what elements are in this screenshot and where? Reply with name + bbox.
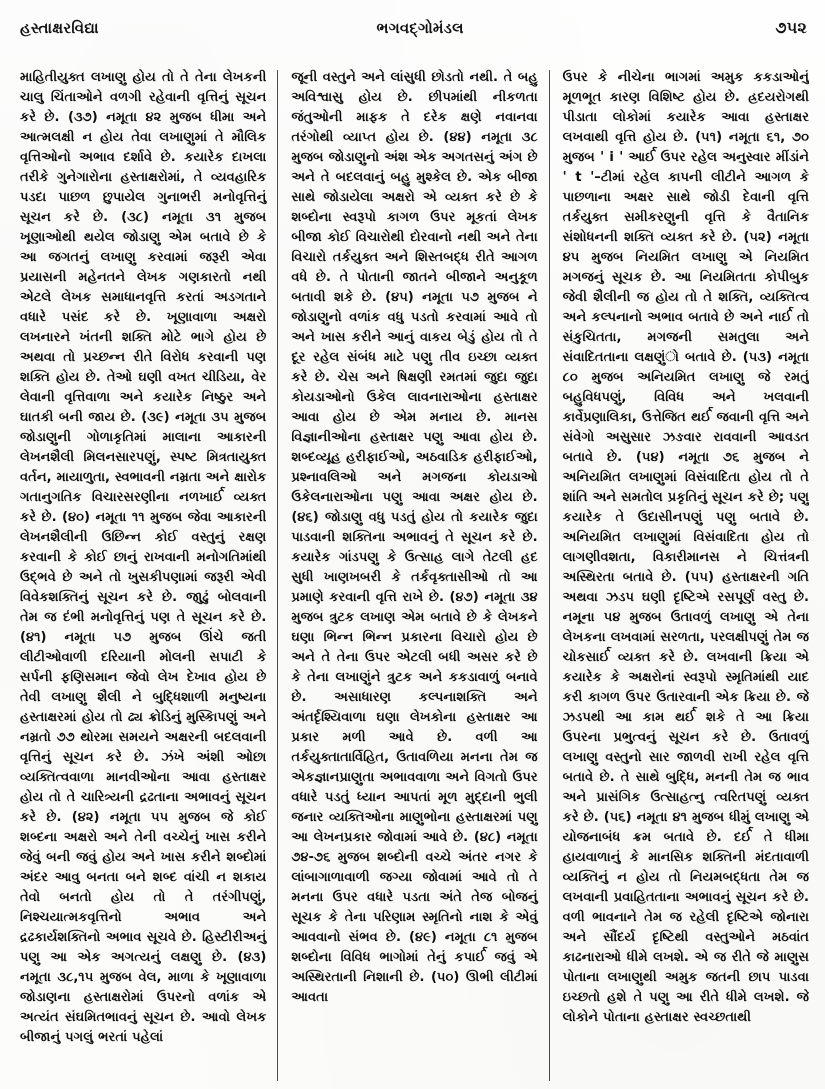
- column-3-text: [563, 68, 809, 1028]
- column-2-text: [291, 68, 537, 1008]
- text-column-3: [550, 68, 809, 1081]
- text-column-1: [20, 68, 277, 1081]
- column-1-paragraph: માહિતીયુક્ત લખાણુ હોય તો તે તેના લેખકની ચાલુ ચિંતાઓને વળગી રહેવાની વૃત્તિનું સૂચન કરે છે. (૩૭) નમૂતા ૪૨ મુજબ ધીમા અને આત્મલક્ષી ન હોય તેવા લખાણુમાં તે મૌલિક વૃત્તિઓનો અભાવ દર્શાવે છે. કયારેક દાખલા તરીકે ગુનેગારોના હસ્તાક્ષરોમાં, તે વ્યવહારિક પડદા પાછળ છુપાયેલ ગુનાભરી મનોવૃત્તિનું સૂચન કરે છે. (૩૮) નમૂતા ૩૧ મુજબ ખૂણાઓથી થયેલ જોડાણુ એમ બતાવે છે કે આ જગતનું લખાણુ કરવામાં જરૂરી એવા પ્રયાસની મહેનતને લેખક ગણકારતો નથી એટલે લેખક સમાધાનવૃત્તિ કરતાં અડગતાને વધારે પસંદ કરે છે. ખૂણાવાળા અક્ષરો લખનારને ખંતની શક્તિ મોટે ભાગે હોય છે અથવા તો પ્રચ્છન્ન રીતે વિરોધ કરવાની પણ શક્તિ હોય છે. તેઓ ઘણી વખત ચીડિયા, વેર લેવાની વૃત્તિવાળા અને કયારેક નિષ્ઠુર અને ઘાતકી બની જાય છે. (૩૯) નમૂતા ૩૫ મુજબ જોડાણુની ગોળાકૃતિમાં માલાના આકારની લેખનશૈલી મિલનસારપણું, સ્પષ્ટ મિત્રતાયુક્ત વર્તન, માયાળુતા, સ્વભાવની નમ્રતા અને ક્ષારોક ગતાનુગતિક વિચારસરણીના નળખાર્ઈ વ્યક્ત કરે છે. (૪૦) નમૂતા ૧૧ મુજબ જેવા આકારની લેખનશૈલીની ઉછિન્ન કોઈ વસ્તુનું રક્ષણ કરવાની કે કોઈ છાનું રાખવાની મનોગતિમાંથી ઉદ્ભવે છે અને તો ખુસકીપણામાં જરૂરી એવી વિવેકશક્તિનું સૂચન કરે છે. જાુઢું બોલવાની તેમ જ દંભી મનોવૃત્તિનું પણ તે સૂચન કરે છે. (૪૧) નમૂતા ૫૭ મુજબ ઊંચે જતી લીટીઓવાળી દરિયાની મોલની સપાટી કે સર્પની ફણિસમાન જેવો લેખ દેખાવ હોય છે તેવી લખાણુ શૈલી ને બુદ્ધિશાળી મનુષ્યના હસ્તાક્ષરમાં હોય તો ઢ્ય ક્રોડિનું મુસ્કાિપણું અને નમ્રતો ૭૭ થોરમા સમયને અક્ષરની બદલવાની વૃત્તિનું સૂચન કરે છે. ઝંખે અંશી ઓછા વ્યક્તિત્વવાળા માનવીઓના આવા હસ્તાક્ષર હોય તો તે ચારિત્ર્યની દ્રઢતાના અભાવનું સૂચન કરે છે. (૪૨) નમૂતા ૫૫ મુજબ જે કોઈ શબ્દના અક્ષરો અને તેની વચ્ચેનું ખાસ કરીને જેવું બની જવું હોય અને ખાસ કરીને શબ્દોમાં અંદર આવુ બનતા બને શબ્દ વાંચી ન શકાય તેવો બનતો હોય તો તે તરંગીપણું, નિશ્ચયાત્મકવૃત્તિનો અભાવ અને દ્રઢકાર્યશક્તિનો અભાવ સૂચવે છે. હિસ્ટીરીઅનું પણુ આ એક અગત્યનું લક્ષણુ છે. (૪૩) નમૂતા ૩૮,૧૫ મુજબ વેલ, માળા કે ખૂણાવાળા જોડાણના હસ્તાક્ષરોમાં ઉપરનો વળાંક એ અત્યંત સંઘમિતભાવનું સૂચન છે. આવો લેખક બીજાનું પગલું ભરતાં પહેલાં: [20, 70, 267, 1045]
- column-3-paragraph: ઉપર કે નીચેના ભાગમાં અમુક કકડાઓનું મૂળભૂત કારણ વિશિષ્ટ હોય છે. હ્રદયરોગથી પીડાતા લોકોમાં કયારેક આવા હસ્તાક્ષર લખવાથી વૃત્તિ હોય છે. (૫૧) નમૂતા ૬૧, ૭૦ મુજબ ' i ' આર્ઈ ઉપર રહેલ અનુસ્વાર મીંડાંને ' t '–ટીમાં રહેલ કાપની લીટીને આગળ કે પાછળાના અક્ષર સાથે જોડી દેવાની વૃત્તિ તર્કયુક્ત સમીકરણુની વૃત્તિ કે વૈતાનિક સંશોધનની શક્તિ વ્યક્ત કરે છે. (૫૨) નમૂતા ૪૫ મુજબ નિયમિત લખાણુ એ નિયમિત મગજનું સૂચક છે. આ નિયમિતતા કોપીબુક જેવી શૈલીની જ હોય તો તે શક્તિ, વ્યક્તિત્વ અને કલ્પનાનો અભાવ બતાવે છે અને નાર્ઈ તો સંકુચિતતા, મગજની સમતુલા અને સંવાદિતતાના લક્ષણુંો બતાવે છે. (૫૩) નમૂતા ૮૦ મુજબ અનિયમિત લખાણુ જે રમતું બહુવિધપણું, વિવિધ અને ખલવાની કાર્વેપ્રણાલિકા, ઉત્તેજિત થર્ઈ જવાની વૃત્તિ અને સંવેગો અસુસાર ઝઙવાર રાવવાની આવડત બતાવે છે. (૫૪) નમૂતા ૭૬ મુજબ ને અનિયમિત લખાણુમાં વિસંવાદિતા હોય તો તે શાંતિ અને સમતોલ પ્રકૃતિનું સૂચન કરે છે; પણુ કયારેક તે ઉદાસીનપણું પણુ બતાવે છે. અનિયમિત લખાણુમાં વિસંવાદિતા હોય તો લાગણીવશતા, વિકારીમાનસ ને ચિત્તંત્રની અસ્થિરતા બતાવે છે. (૫૫) હસ્તાક્ષરની ગતિ અથવા ઝડપ ઘણી દૃષ્ટિએ રસપૂર્ણ વસ્તુ છે. નમૂના ૫૪ મુજબ ઉતાવળું લખાણુ એ તેના લેખકના લખવામાં સરળતા, પરલક્ષીપણું તેમ જ ચોકસાર્ઈ વ્યક્ત કરે છે. લખવાની ક્રિયા એ કયારેક કે અક્ષરોનાં સ્વરૂપો સ્મૃતિમાંથી યાદ કરી કાગળ ઉપર ઉતારવાની એક ક્રિયા છે. જે ઝડપથી આ કામ થર્ઈ શકે તે આ ક્રિયા ઉપરના પ્રભુત્વનું સૂચન કરે છે. ઉતાવળું લખાણુ વસ્તુનો સાર જાળવી રાખી રહેલ વૃત્તિ બતાવે છે. તે સાથે બુદ્ધિ, મનની તેમ જ ભાવ અને પ્રાસંગિક ઉત્સાહત્નુ ત્વરિતપણું વ્યક્ત કરે છે. (૫૬) નમૂતા ૪૧ મુજબ ધીમું લખાણુ એ યોજનાબંધ ક્રમ બતાવે છે. દર્ઈ તે ધીમા હાયવાળાનું કે માનસિક શક્તિની મંદતાવાળી વ્યક્તિનું ન હોય તો નિયમબદ્ધતા તેમ જ લખવાની પ્રવાહિતતાના અભાવનું સૂચન કરે છે. વળી ભાવનાને તેમ જ રહેલી દૃષ્ટિએ જોનારા અને સૌંદર્ય દૃષ્ટિથી વસ્તુઓને મઠવાંત કાઢનારાઓ ધીમે લખશે. એ જ રીતે જે માણુસ પોતાના લખાણુથી અમુક જતની છાપ પાડવા ઇચ્છતો હશે તે પણુ આ રીતે ધીમે લખશે. જે લોકોને પોતાના હસ્તાક્ષર સ્વચ્છતાથી: [562, 70, 809, 1025]
- three-column-body: [20, 68, 809, 1081]
- page-number: ૭૫૨: [775, 18, 807, 37]
- column-2-paragraph: જૂની વસ્તુને અને લાંસુધી છોડતો નથી. તે બહુ અવિશ્વાસુ હોય છે. છીપમાંથી નીકળતા જંતુઓની માફક તે દરેક ક્ષણે નવાનવા તરંગોથી વ્યાપ્ત હોય છે. (૪૪) નમૂતા ૩૮ મુજબ જોડાણુનો અંશ એક અગતસનું અંગ છે અને તે બદલવાનું બહુ મુશ્કેલ છે. એક બીજા સાથે જોડાયેલા અક્ષરો એ વ્યક્ત કરે છે કે શબ્દોના સ્વરૂપો કાગળ ઉપર મૂકતાં લેખક બીજા કોઈ વિચારોથી દોરવાનો નથી અને તેના વિચારો તર્કયુક્ત અને શિસ્તબદ્ધ રીતે આગળ વધે છે. તે પોતાની જાતને બીજાને અનુકૂળ બતાવી શકે છે. (૪૫) નમૂતા ૫૭ મુજબ ને જોડાણુનો વળાંક વધુ પડતો કરવામાં આવે તો અને ખાસ કરીને આનું વાકય બેડું હોય તો તે દૂર રહેલ સંબંધ માટે પણુ તીવ ઇચ્છા વ્યક્ત કરે છે. ચેસ અને ષિક્ષણી રમતમાં જુદા જુદા કોયડાઓનો ઉકેલ લાવનારાઓના હસ્તાક્ષર આવા હોય છે એમ મનાય છે. માનસ વિજ્ઞાનીઓના હસ્તાક્ષર પણુ આવા હોય છે. શબ્દવ્યૂહ હરીફાઈઓ, અઠવાડિક હરીફાઈઓ, પ્રશ્નાવલિઓ અને મગજના કોયડાઓ ઉકેલનારાઓના પણુ આવા અક્ષર હોય છે. (૪૬) જોડાણુ વધુ પડતું હોય તો કયારેક જુદા પાડવાની શક્તિના અભાવનું તે સૂચન કરે છે. કયારેક ગાંડપણુ કે ઉત્સાહ લાગે તેટલી હદ સુધી ખાણખબરી કે તર્કવૃક્તાસીઓ તો આ પ્રમાણે કરવાની વૃત્તિ રાખે છે. (૪૭) નમૂતા ૩૪ મુજબ ત્રુટક લખાણ એમ બતાવે છે કે લેખકને ઘણા ભિન્ન ભિન્ન પ્રકારના વિચારો હોય છે અને તે તેના ઉપર એટલી બધી અસર કરે છે કે તેના લખાણુંને ત્રુટક અને કકડાવાળું બનાવે છે. અસાધારણ કલ્પનાશક્તિ અને અંતર્દૃશ્યિવાળા ઘણા લેખકોના હસ્તાક્ષર આ પ્રકાર મળી આવે છે. વળી આ તર્કયુક્તાતાર્વિહિત, ઉતાવળિયા મનના તેમ જ એકજ્ઞાનપ્રાણુતા અભાવવાળા અને વિગતો ઉપર વધારે પડતું ધ્યાન આપતાં મૂળ મુદ્દાની ભુલી જનાર વ્યક્તિઓના માણુભોના હસ્તાક્ષરમાં પણુ આ લેખનપ્રકાર જોવામાં આવે છે. (૪૮) નમૂતા ૭૪-૭૬ મુજબ શબ્દોની વચ્ચે અંતર નગર કે લાંબાગાળાવાળી જગ્યા જોવામાં આવે તો તે મનના ઉપર વધારે પડતા અંતે તેજ બોજનું સૂચક કે તેના પરિણામ સ્મૃતિનો નાશ કે એવું આવવાનો સંભવ છે. (૪૯) નમૂતા ૮૧ મુજબ શબ્દોના વિવિધ ભાગોમાં તેનું કપાર્ઈ જવું એ અસ્થિરતાની નિશાની છે. (૫૦) ઊભી લીટીમાં આવતા: [291, 70, 538, 1005]
- column-1-text: [20, 68, 266, 1048]
- header-book-title: ભગવદ્ગોમંડલ: [376, 19, 464, 37]
- header-left-title: હસ્તાક્ષરવિદ્યા: [20, 19, 99, 37]
- text-column-2: [278, 68, 548, 1081]
- running-header: [16, 18, 811, 52]
- page-content-area: [16, 18, 811, 1083]
